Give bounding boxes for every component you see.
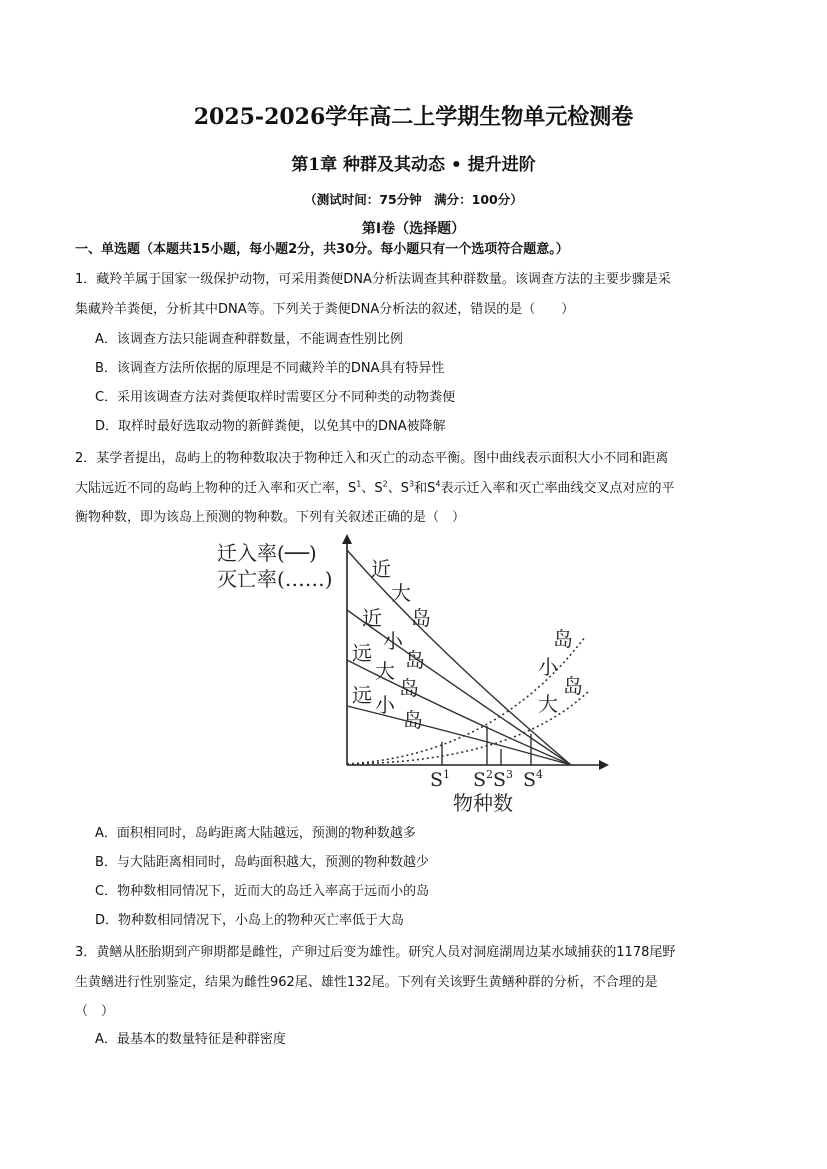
label-far-large-3: 岛: [399, 676, 419, 700]
label-far-small-2: 小: [375, 693, 395, 717]
part-instructions: （本题共15小题，每小题2分，共30分。每小题只有一个选项符合题意。）: [140, 242, 569, 257]
part-heading: [75, 238, 569, 257]
q3-stem-line2: 生黄鳝进行性别鉴定，结果为雌性962尾、雄性132尾。下列有关该野生黄鳝种群的分析，不合理的是: [75, 975, 658, 990]
q2-option-a: A．面积相同时，岛屿距离大陆越远，预测的物种数越多: [95, 826, 416, 841]
label-near-large-3: 岛: [411, 606, 431, 630]
x-tick-s4: $S^4$: [523, 768, 544, 791]
legend-immigration: 迁入率(──): [217, 541, 317, 565]
x-axis-arrow: [599, 760, 609, 770]
immigration-curve-near-small: [347, 610, 571, 765]
q3-option-a: A．最基本的数量特征是种群密度: [95, 1032, 286, 1047]
y-axis-arrow: [342, 534, 352, 544]
q2-stem-line2: 大陆远近不同的岛屿上物种的迁入率和灭亡率，$S^1$、$S^2$、$S^3$和$S^4$表示迁入率和灭亡率曲线交叉点对应的平: [75, 479, 675, 496]
label-far-small-3: 岛: [403, 708, 423, 732]
q2-option-d: D．物种数相同情况下，小岛上的物种灭亡率低于大岛: [95, 913, 405, 928]
q1-stem-line1: 1．藏羚羊属于国家一级保护动物，可采用粪便DNA分析法调查其种群数量。该调查方法的主要步骤是采: [75, 272, 671, 287]
q2-option-c: C．物种数相同情况下，近而大的岛迁入率高于远而小的岛: [95, 884, 430, 899]
q1-stem-line2: 集藏羚羊粪便，分析其中DNA等。下列关于粪便DNA分析法的叙述，错误的是（ ）: [75, 302, 575, 317]
label-near-small-3: 岛: [405, 648, 425, 672]
label-small-island-2: 小: [538, 655, 558, 679]
x-tick-s1: $S^1$: [430, 768, 451, 791]
island-species-chart: [205, 530, 620, 820]
label-far-large-1: 远: [352, 641, 372, 665]
page-title: 2025-2026学年高二上学期生物单元检测卷: [193, 104, 634, 130]
q3-stem-line1: 3．黄鳝从胚胎期到产卵期都是雌性，产卵过后变为雄性。研究人员对洞庭湖周边某水域捕获的1178尾野: [75, 945, 676, 960]
q2-option-b: B．与大陆距离相同时，岛屿面积越大，预测的物种数越少: [95, 855, 429, 870]
x-tick-s2: $S^2$: [473, 768, 494, 791]
legend-extinction: 灭亡率(……): [217, 567, 333, 591]
chapter-subtitle: 第1章 种群及其动态 • 提升进阶: [291, 155, 536, 175]
q1-option-b: B．该调查方法所依据的原理是不同藏羚羊的DNA具有特异性: [95, 361, 445, 376]
label-near-large-2: 大: [391, 581, 411, 605]
q3-stem-line3: （ ）: [75, 1004, 115, 1019]
q2-stem-line3: 衡物种数，即为该岛上预测的物种数。下列有关叙述正确的是（ ）: [75, 510, 466, 525]
label-large-island-2: 大: [538, 692, 558, 716]
x-axis-label: 物种数: [453, 791, 513, 815]
label-large-island-1: 岛: [563, 674, 583, 698]
q1-option-c: C．采用该调查方法对粪便取样时需要区分不同种类的动物粪便: [95, 390, 456, 405]
label-small-island-1: 岛: [553, 627, 573, 651]
label-near-large-1: 近: [371, 557, 391, 581]
label-far-large-2: 大: [375, 659, 395, 683]
q1-option-d: D．取样时最好选取动物的新鲜粪便，以免其中的DNA被降解: [95, 419, 446, 434]
section-heading: 第Ⅰ卷（选择题）: [361, 221, 466, 237]
exam-meta: （测试时间：75分钟 满分：100分）: [304, 192, 523, 207]
part-title: 一、单选题: [75, 242, 141, 257]
label-near-small-1: 近: [362, 606, 382, 630]
x-tick-s3: $S^3$: [493, 768, 514, 791]
label-far-small-1: 远: [352, 683, 372, 707]
label-near-small-2: 小: [383, 629, 403, 653]
q1-option-a: A．该调查方法只能调查种群数量，不能调查性别比例: [95, 332, 403, 347]
q2-stem-line1: 2．某学者提出，岛屿上的物种数取决于物种迁入和灭亡的动态平衡。图中曲线表示面积大小不同和距离: [75, 451, 669, 466]
